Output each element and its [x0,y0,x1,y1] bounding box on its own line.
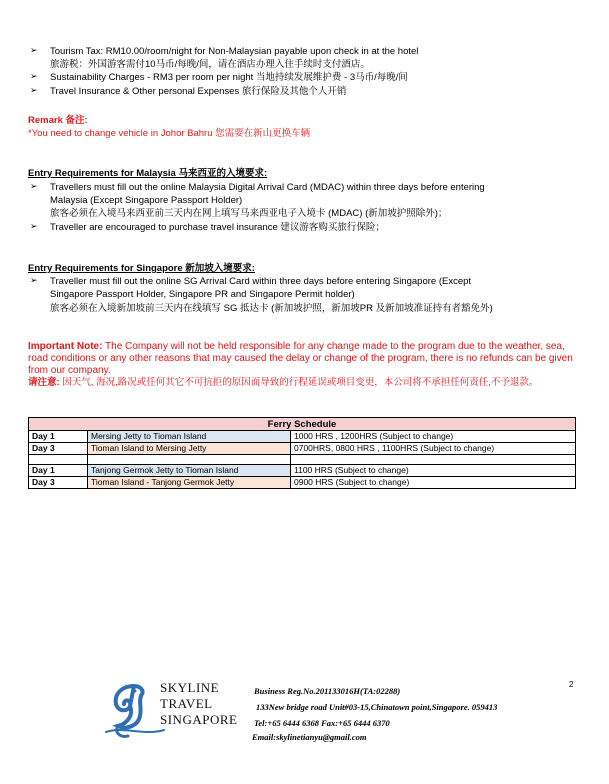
time-cell: 0900 HRS (Subject to change) [291,477,576,489]
arrow-bullet-icon: ➢ [30,85,38,95]
table-header-row [29,418,576,431]
remark-label: Remark 备注: [28,115,88,126]
important-note-label: Important Note: [28,341,103,352]
table-row [29,465,576,477]
spacer-cell [29,455,88,465]
malaysia-mdac-cn: 旅客必须在入境马来西亚前三天内在网上填写马来西亚电子入境卡 (MDAC) (新加坡护照除外)； [50,208,448,219]
route-cell: Tioman Island - Tanjong Germok Jetty [88,477,291,489]
table-spacer-row [29,455,576,465]
remark-text: *You need to change vehicle in Johor Bahru 您需要在新山更换车辆 [28,128,311,139]
brand-line: SKYLINE [160,680,220,695]
business-reg: Business Reg.No.201133016H(TA:02288) [254,686,401,696]
singapore-heading: Entry Requirements for Singapore 新加坡入境要求: [28,263,255,274]
day-cell: Day 1 [29,465,88,477]
business-address: 133New bridge road Unit#03-15,Chinatown point,Singapore. 059413 [256,702,498,712]
day-cell: Day 3 [29,477,88,489]
business-phone: Tel:+65 6444 6368 Fax:+65 6444 6370 [254,718,390,728]
brand-line: TRAVEL [160,696,213,711]
table-row [29,477,576,489]
singapore-card-line2: Singapore Passport Holder, Singapore PR and Singapore Permit holder) [50,289,355,300]
route-cell: Tioman Island to Mersing Jetty [88,443,291,455]
arrow-bullet-icon: ➢ [30,221,38,231]
singapore-card-cn: 旅客必须在入境新加坡前三天内在线填写 SG 抵达卡 (新加坡护照，新加坡PR 及新加坡准证持有者豁免外) [50,303,493,314]
business-email: Email:skylinetianyu@gmail.com [252,732,367,742]
important-note-text: The Company will not be held responsible for any change made to the program due to the weather, sea, road conditions or any other reasons that may caused the delay or change of the program, there is no refunds can be given from our company. [28,341,573,376]
route-cell: Tanjong Germok Jetty to Tioman Island [88,465,291,477]
malaysia-mdac-line2: Malaysia (Except Singapore Passport Holder) [50,195,243,206]
singapore-card-line: Traveller must fill out the online SG Arrival Card within three days before entering Singapore (Except [50,276,472,287]
malaysia-mdac-line: Travellers must fill out the online Malaysia Digital Arrival Card (MDAC) within three days before entering [50,182,485,193]
arrow-bullet-icon: ➢ [30,71,38,81]
brand-name [160,680,237,728]
time-cell: 1100 HRS (Subject to change) [291,465,576,477]
tourism-tax-cn-line: 旅游税：外国游客需付10马币/每晚/间，请在酒店办理入住手续时支付酒店。 [50,59,370,70]
malaysia-heading: Entry Requirements for Malaysia 马来西亚的入境要求: [28,168,268,179]
insurance-line: Travel Insurance & Other personal Expenses 旅行保险及其他个人开销 [50,86,347,97]
sustainability-line: Sustainability Charges - RM3 per room per night 当地持续发展维护费 - 3马币/每晚/间 [50,72,408,83]
spacer-cell [291,455,576,465]
day-cell: Day 3 [29,443,88,455]
table-row [29,431,576,443]
page-number: 2 [569,680,574,689]
tourism-tax-line: Tourism Tax: RM10.00/room/night for Non-Malaysian payable upon check in at the hotel [50,46,419,57]
arrow-bullet-icon: ➢ [30,45,38,55]
ferry-schedule-title: Ferry Schedule [29,418,576,431]
important-note-cn [28,377,580,389]
important-note [28,341,580,377]
important-note-cn-label: 请注意: [28,377,60,388]
day-cell: Day 1 [29,431,88,443]
brand-line: SINGAPORE [160,712,238,727]
table-row [29,443,576,455]
malaysia-insurance-line: Traveller are encouraged to purchase travel insurance 建议游客购买旅行保险； [50,222,385,233]
time-cell: 0700HRS, 0800 HRS , 1100HRS (Subject to change) [291,443,576,455]
spacer-cell [88,455,291,465]
arrow-bullet-icon: ➢ [30,275,38,285]
time-cell: 1000 HRS , 1200HRS (Subject to change) [291,431,576,443]
ferry-schedule-table [28,417,576,489]
important-note-cn-text: 因天气, 海况,路况或任何其它不可抗拒的原因而导致的行程延误或项目变更，本公司将不承担任何责任,不予退款。 [59,377,539,388]
arrow-bullet-icon: ➢ [30,181,38,191]
route-cell: Mersing Jetty to Tioman Island [88,431,291,443]
